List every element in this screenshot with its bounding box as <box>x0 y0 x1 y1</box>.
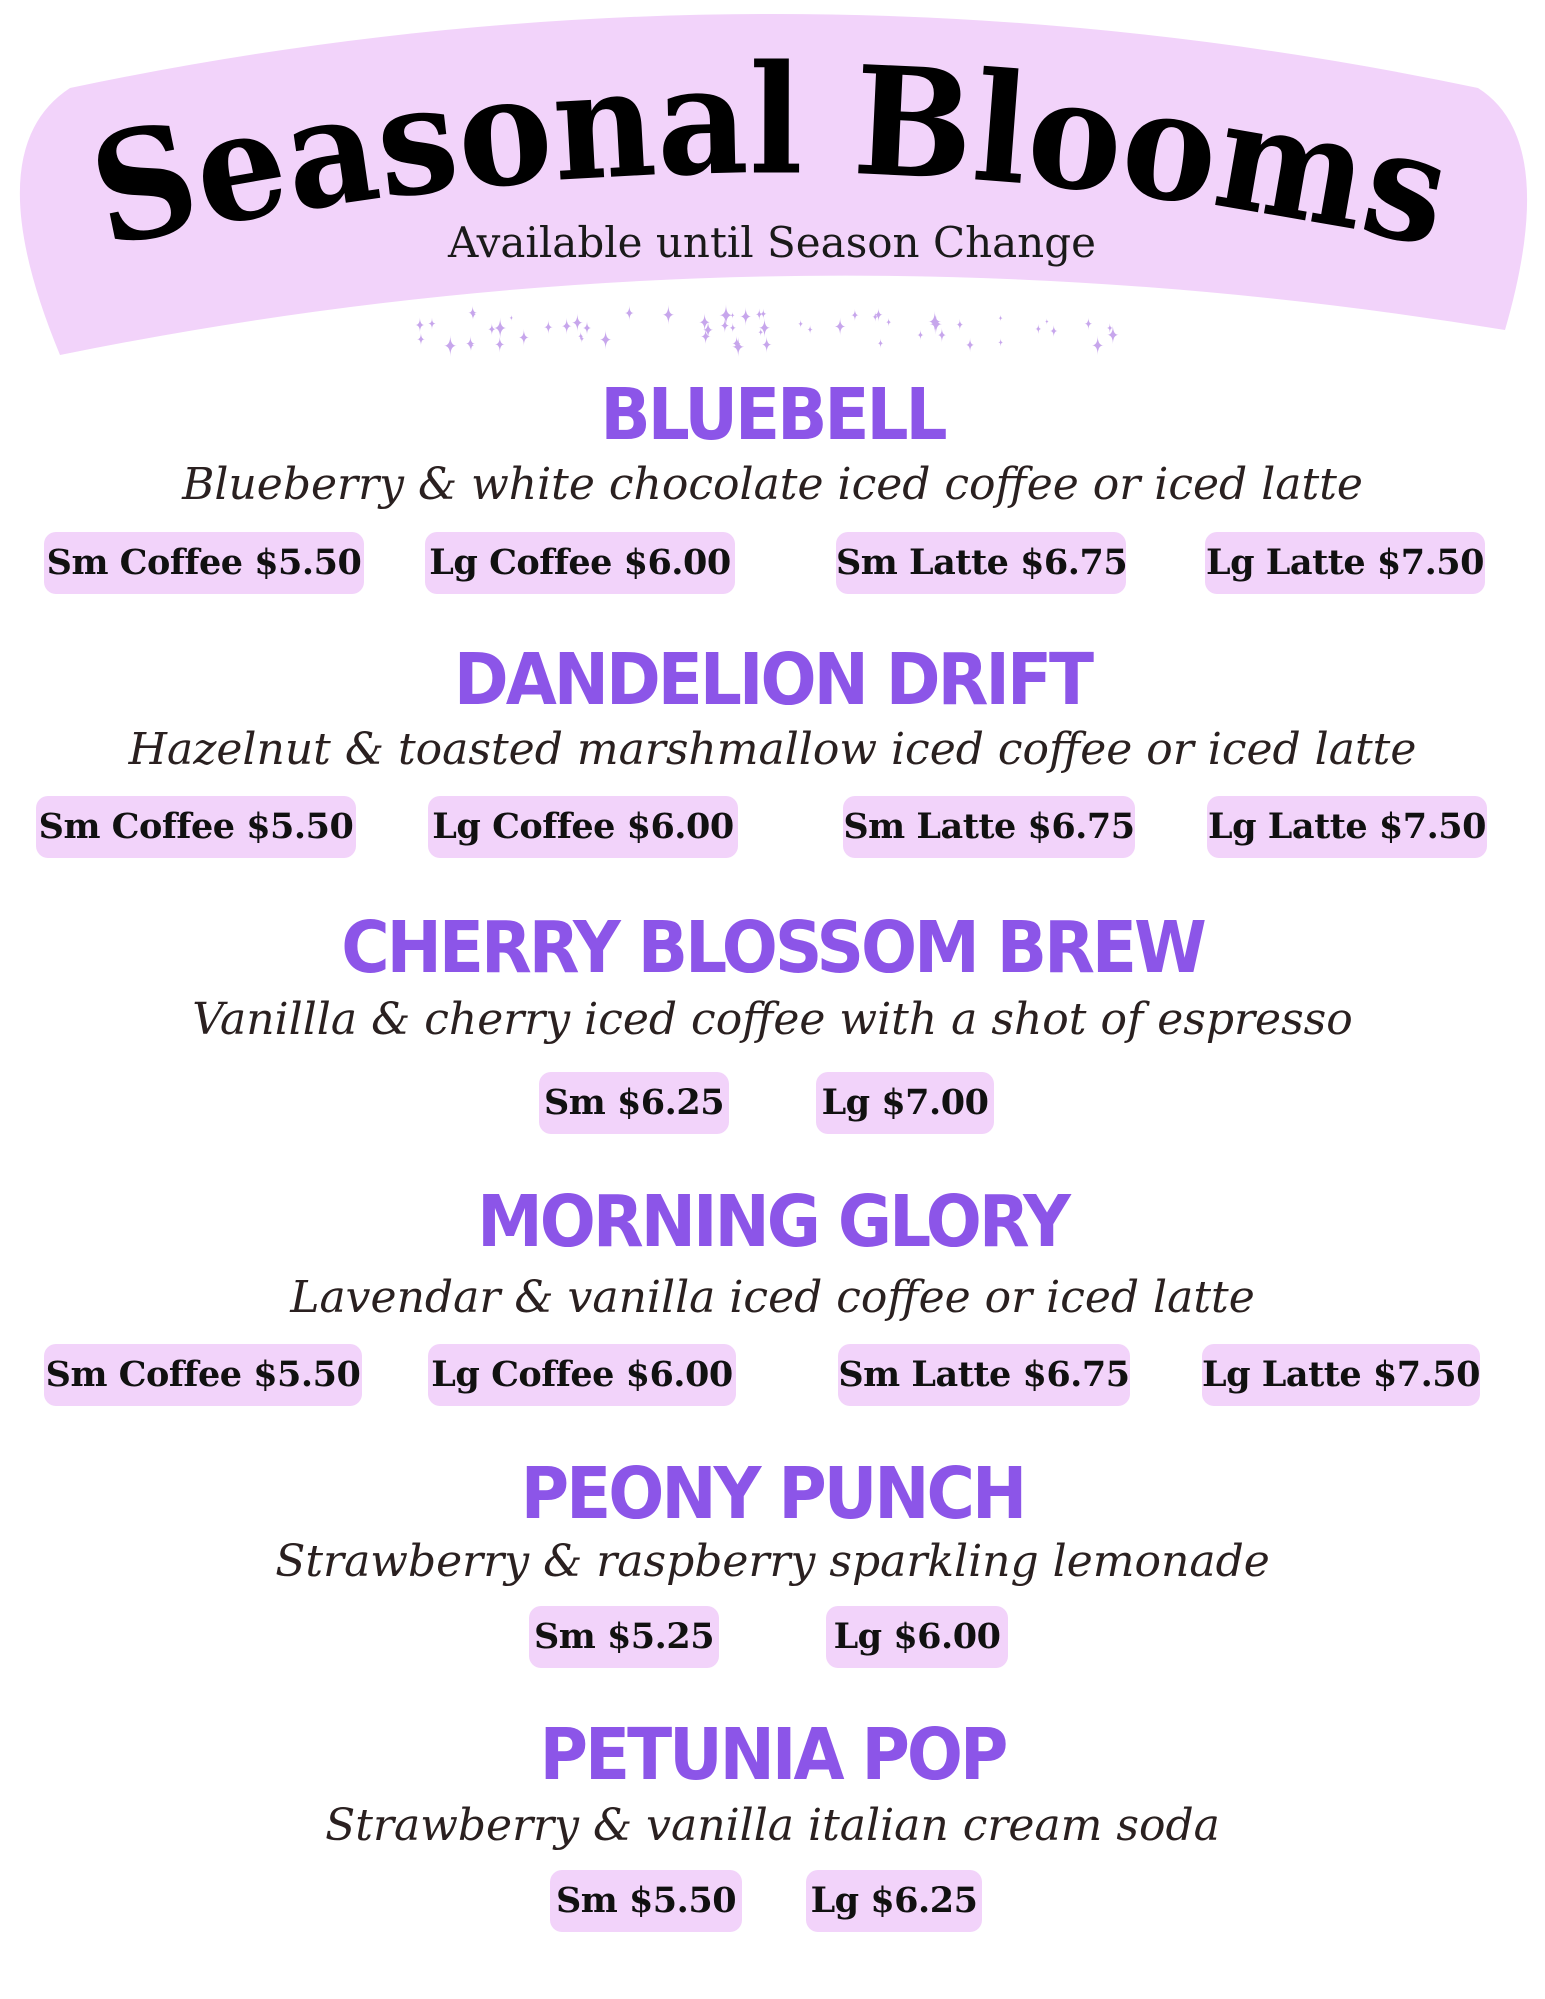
sparkle-icon <box>917 330 923 340</box>
sparkle-icon <box>732 337 744 357</box>
sparkle-icon <box>417 333 425 346</box>
menu-subtitle: Available until Season Change <box>448 218 1096 267</box>
sparkle-icon <box>851 309 858 321</box>
sparkle-icon <box>930 314 943 335</box>
sparkle-icon <box>495 336 505 353</box>
price-tag: Sm $5.50 <box>550 1870 742 1932</box>
item-description: Vanillla & cherry iced coffee with a shot of espresso <box>192 994 1353 1045</box>
sparkle-icon <box>415 317 424 332</box>
sparkle-icon <box>719 304 732 326</box>
sparkle-icon <box>1107 323 1113 333</box>
sparkle-icon <box>966 338 975 353</box>
price-tag: Lg Coffee $6.00 <box>425 532 735 594</box>
price-tag: Lg $6.00 <box>826 1606 1008 1668</box>
sparkle-icon <box>466 336 475 351</box>
sparkle-icon <box>999 315 1003 322</box>
sparkle-icon <box>544 320 553 335</box>
price-tag: Sm $6.25 <box>539 1072 729 1134</box>
header-banner <box>0 0 1545 380</box>
price-tag: Lg Latte $7.50 <box>1207 796 1487 858</box>
sparkle-icon <box>835 317 846 335</box>
sparkle-icon <box>720 318 729 333</box>
item-description: Strawberry & raspberry sparkling lemonade <box>275 1536 1270 1587</box>
price-tag: Sm Coffee $5.50 <box>44 532 364 594</box>
price-tag: Sm Coffee $5.50 <box>44 1344 362 1406</box>
sparkle-icon <box>878 338 884 348</box>
sparkle-icon <box>562 318 572 335</box>
sparkle-icon <box>583 321 591 335</box>
price-tag: Lg $7.00 <box>816 1072 994 1134</box>
sparkle-icon <box>998 338 1003 346</box>
sparkle-icon <box>937 328 946 343</box>
sparkle-icon <box>468 305 477 320</box>
item-name: MORNING GLORY <box>477 1179 1068 1264</box>
sparkle-icon <box>444 335 457 357</box>
sparkle-decoration <box>415 304 1118 357</box>
sparkle-icon <box>874 308 882 322</box>
price-tag: Sm Latte $6.75 <box>836 532 1126 594</box>
item-name: PETUNIA POP <box>539 1712 1006 1797</box>
sparkle-icon <box>886 318 891 327</box>
item-name: PEONY PUNCH <box>520 1451 1025 1536</box>
sparkle-icon <box>468 340 474 350</box>
price-tag: Sm $5.25 <box>529 1606 719 1668</box>
sparkle-icon <box>510 315 514 321</box>
item-description: Lavendar & vanilla iced coffee or iced latte <box>290 1272 1255 1323</box>
price-tag: Lg $6.25 <box>806 1870 982 1932</box>
sparkle-icon <box>1035 324 1041 334</box>
sparkle-icon <box>625 305 634 321</box>
menu-title: Seasonal Blooms <box>77 32 1469 283</box>
sparkle-icon <box>1084 317 1092 330</box>
item-description: Blueberry & white chocolate iced coffee or iced latte <box>182 459 1363 510</box>
price-tag: Lg Coffee $6.00 <box>428 796 738 858</box>
sparkle-icon <box>758 328 763 336</box>
price-tag: Lg Coffee $6.00 <box>428 1344 736 1406</box>
item-name: BLUEBELL <box>600 372 945 457</box>
sparkle-icon <box>956 319 963 331</box>
sparkle-icon <box>428 318 435 330</box>
sparkle-icon <box>1092 335 1104 355</box>
sparkle-icon <box>488 323 496 336</box>
sparkle-icon <box>807 325 812 334</box>
sparkle-icon <box>759 318 771 337</box>
sparkle-icon <box>762 336 772 353</box>
item-description: Strawberry & vanilla italian cream soda <box>325 1800 1220 1851</box>
price-tag: Lg Latte $7.50 <box>1202 1344 1480 1406</box>
price-tag: Sm Coffee $5.50 <box>36 796 356 858</box>
sparkle-icon <box>572 313 583 332</box>
price-tag: Sm Latte $6.75 <box>838 1344 1130 1406</box>
item-description: Hazelnut & toasted marshmallow iced coffee or iced latte <box>128 724 1417 775</box>
sparkle-icon <box>494 317 507 338</box>
sparkle-icon <box>662 305 674 325</box>
sparkle-icon <box>600 330 612 350</box>
sparkle-icon <box>740 307 751 326</box>
item-name: CHERRY BLOSSOM BREW <box>341 905 1204 990</box>
sparkle-icon <box>798 320 803 328</box>
sparkle-icon <box>1050 325 1058 338</box>
sparkle-icon <box>730 323 736 333</box>
sparkle-icon <box>756 308 763 320</box>
sparkle-icon <box>1045 318 1049 324</box>
price-tag: Lg Latte $7.50 <box>1205 532 1485 594</box>
sparkle-icon <box>519 329 529 346</box>
price-tag: Sm Latte $6.75 <box>843 796 1135 858</box>
item-name: DANDELION DRIFT <box>453 637 1092 722</box>
